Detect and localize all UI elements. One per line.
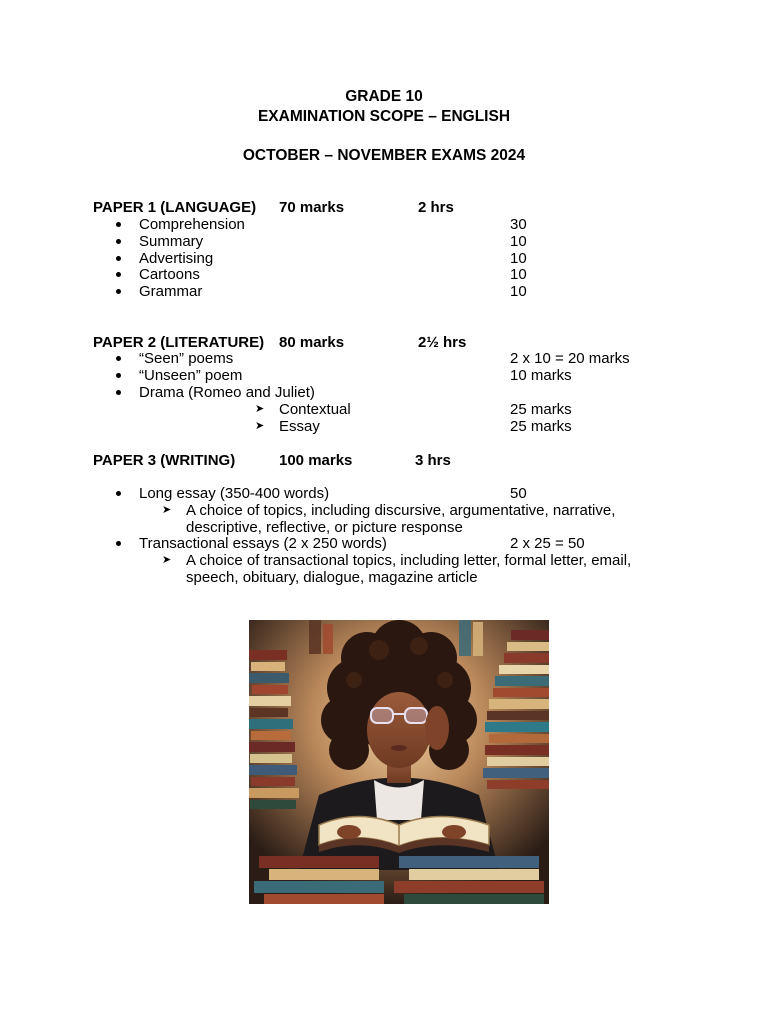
bullet-icon xyxy=(116,289,121,294)
paper2-time: 2½ hrs xyxy=(418,334,467,351)
paper1-item-label: Advertising xyxy=(139,250,214,267)
paper1-item-label: Comprehension xyxy=(139,216,245,233)
paper1-item-value: 10 xyxy=(510,250,527,267)
paper1-marks: 70 marks xyxy=(279,199,345,216)
bullet-icon xyxy=(116,272,121,277)
paper3-item-value: 50 xyxy=(510,485,527,502)
paper2-item-value: 10 marks xyxy=(510,367,572,384)
paper1-item-value: 10 xyxy=(510,283,527,300)
bullet-icon xyxy=(116,541,121,546)
bullet-icon xyxy=(116,356,121,361)
paper1-time: 2 hrs xyxy=(418,199,454,216)
paper2-subitem-value: 25 marks xyxy=(510,418,572,435)
paper1-item-label: Summary xyxy=(139,233,204,250)
bullet-icon xyxy=(116,491,121,496)
paper2-title: PAPER 2 (LITERATURE) xyxy=(93,334,265,351)
bullet-icon xyxy=(116,222,121,227)
scope-heading: EXAMINATION SCOPE – ENGLISH xyxy=(257,108,511,125)
bullet-icon xyxy=(116,256,121,261)
bullet-icon xyxy=(116,239,121,244)
paper2-marks: 80 marks xyxy=(279,334,345,351)
exam-period-heading: OCTOBER – NOVEMBER EXAMS 2024 xyxy=(242,147,526,164)
paper2-item-label: “Seen” poems xyxy=(139,350,234,367)
paper3-item-value: 2 x 25 = 50 xyxy=(510,535,585,552)
paper2-item-label: “Unseen” poem xyxy=(139,367,243,384)
paper3-time: 3 hrs xyxy=(415,452,451,469)
grade-heading: GRADE 10 xyxy=(345,88,423,105)
paper3-title: PAPER 3 (WRITING) xyxy=(93,452,236,469)
paper2-item-value: 2 x 10 = 20 marks xyxy=(510,350,630,367)
arrow-bullet-icon: ➤ xyxy=(255,420,265,432)
paper3-marks: 100 marks xyxy=(279,452,353,469)
girl-reading-books-illustration xyxy=(249,620,549,904)
paper2-item-label: Drama (Romeo and Juliet) xyxy=(139,384,315,401)
paper1-item-label: Grammar xyxy=(139,283,203,300)
paper2-subitem-label: Essay xyxy=(279,418,320,435)
paper2-subitem-value: 25 marks xyxy=(510,401,572,418)
bullet-icon xyxy=(116,373,121,378)
paper3-item-detail: A choice of transactional topics, including letter, formal letter, email, xyxy=(186,552,632,569)
paper2-subitem-label: Contextual xyxy=(279,401,351,418)
paper3-item-detail: descriptive, reflective, or picture response xyxy=(186,519,463,536)
paper1-item-label: Cartoons xyxy=(139,266,200,283)
paper1-title: PAPER 1 (LANGUAGE) xyxy=(93,199,257,216)
arrow-bullet-icon: ➤ xyxy=(162,504,172,516)
paper1-item-value: 30 xyxy=(510,216,527,233)
arrow-bullet-icon: ➤ xyxy=(162,554,172,566)
paper3-item-label: Long essay (350-400 words) xyxy=(139,485,330,502)
paper3-item-label: Transactional essays (2 x 250 words) xyxy=(139,535,387,552)
paper3-item-detail: A choice of topics, including discursive, argumentative, narrative, xyxy=(186,502,616,519)
arrow-bullet-icon: ➤ xyxy=(255,403,265,415)
paper1-item-value: 10 xyxy=(510,266,527,283)
paper3-item-detail: speech, obituary, dialogue, magazine article xyxy=(186,569,478,586)
bullet-icon xyxy=(116,390,121,395)
paper1-item-value: 10 xyxy=(510,233,527,250)
